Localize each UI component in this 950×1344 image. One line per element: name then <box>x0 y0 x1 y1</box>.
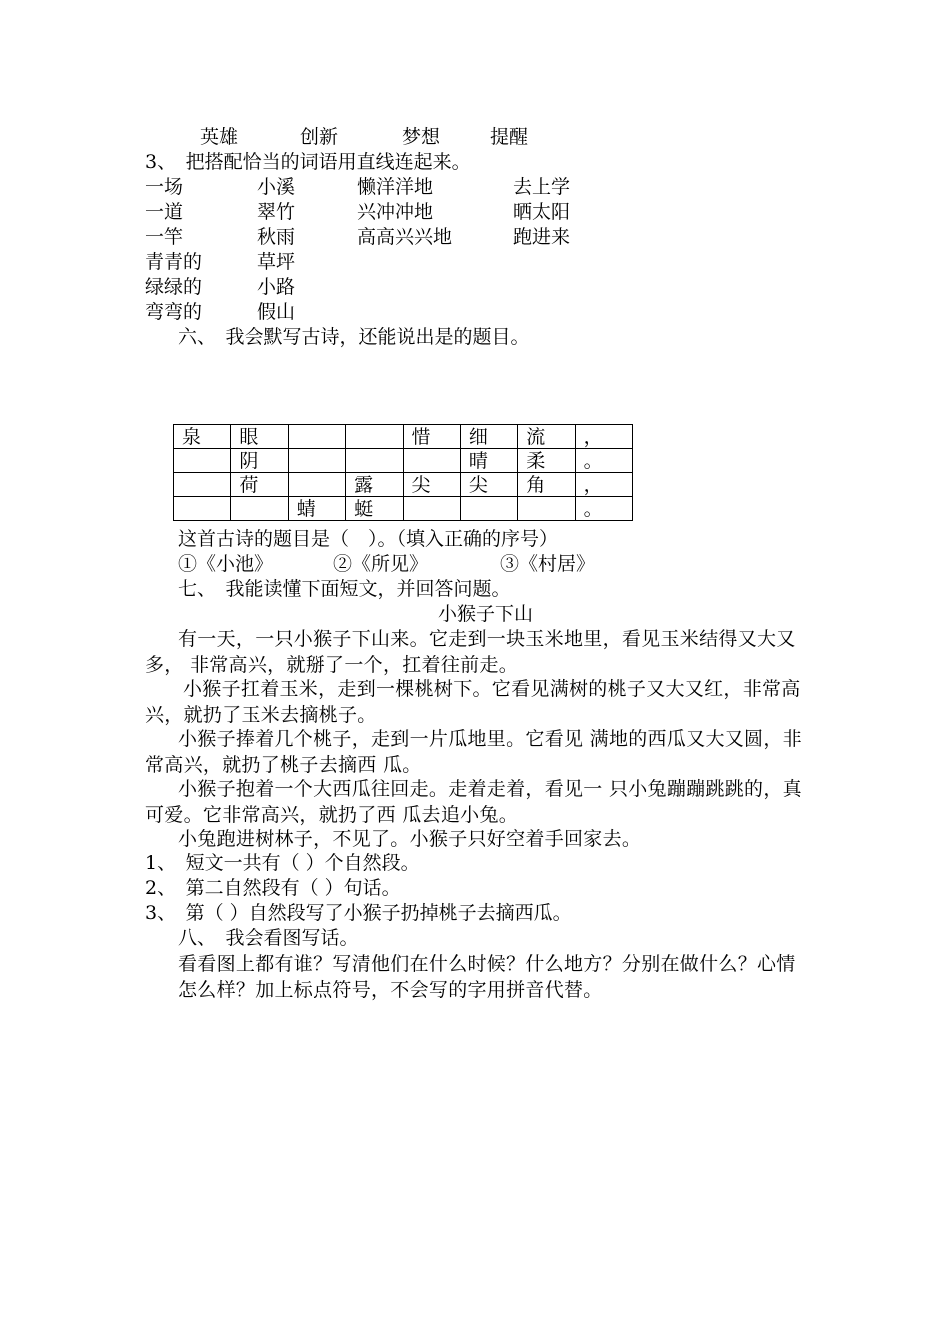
match-word: 假山 <box>257 301 296 323</box>
poem-cell: 泉 <box>174 425 231 449</box>
poem-cell <box>460 497 517 521</box>
poem-cell: 荷 <box>231 473 288 497</box>
poem-row <box>174 425 633 449</box>
poem-cell <box>231 497 288 521</box>
poem-cell: 惜 <box>403 425 460 449</box>
story-paragraph: 小猴子抱着一个大西瓜往回走。走着走着，看见一 只小兔蹦蹦跳跳的，真可爱。它非常高兴，就扔了西 瓜去追小兔。 <box>145 778 802 826</box>
section8-heading: 八、 我会看图写话。 <box>178 927 359 949</box>
story-title: 小猴子下山 <box>438 603 534 625</box>
match-word: 草坪 <box>257 251 296 273</box>
match-word: 兴冲冲地 <box>357 201 434 223</box>
word: 创新 <box>300 126 339 148</box>
poem-cell <box>288 449 345 473</box>
poem-cell: 阴 <box>231 449 288 473</box>
poem-cell: 细 <box>460 425 517 449</box>
writing-instruction: 看看图上都有谁？写清他们在什么时候？什么地方？分别在做什么？心情怎么样？加上标点符号，不会写的字用拼音代替。 <box>178 953 796 1001</box>
section6-heading: 六、 我会默写古诗，还能说出是的题目。 <box>178 326 530 348</box>
poem-cell <box>288 425 345 449</box>
poem-option: ③《村居》 <box>500 553 596 575</box>
poem-cell <box>174 497 231 521</box>
match-word: 秋雨 <box>257 226 296 248</box>
poem-cell <box>174 449 231 473</box>
poem-cell: ， <box>575 425 632 449</box>
poem-grid <box>173 424 633 521</box>
poem-cell: 蜓 <box>346 497 403 521</box>
reading-question: 2、 第二自然段有（ ）句话。 <box>145 877 401 899</box>
poem-cell: 流 <box>518 425 575 449</box>
poem-cell <box>174 473 231 497</box>
reading-question: 3、 第（ ）自然段写了小猴子扔掉桃子去摘西瓜。 <box>145 902 572 924</box>
section7-heading: 七、 我能读懂下面短文，并回答问题。 <box>178 578 511 600</box>
poem-cell <box>403 449 460 473</box>
match-word: 去上学 <box>513 176 571 198</box>
q3-title: 3、 把搭配恰当的词语用直线连起来。 <box>145 151 471 173</box>
match-word: 弯弯的 <box>145 301 203 323</box>
match-word: 一场 <box>145 176 184 198</box>
poem-cell <box>346 425 403 449</box>
story-paragraph: 小猴子扛着玉米，走到一棵桃树下。它看见满树的桃子又大又红，非常高兴，就扔了玉米去摘桃子。 <box>145 678 801 726</box>
poem-cell <box>518 497 575 521</box>
match-word: 小路 <box>257 276 296 298</box>
match-word: 跑进来 <box>513 226 571 248</box>
poem-cell: 尖 <box>403 473 460 497</box>
poem-cell: 柔 <box>518 449 575 473</box>
poem-row <box>174 449 633 473</box>
poem-cell: 蜻 <box>288 497 345 521</box>
reading-question: 1、 短文一共有（ ）个自然段。 <box>145 852 420 874</box>
match-word: 青青的 <box>145 251 203 273</box>
story-paragraph: 小猴子捧着几个桃子，走到一片瓜地里。它看见 满地的西瓜又大又圆，非常高兴，就扔了桃子去摘西 瓜。 <box>145 728 802 776</box>
word: 梦想 <box>402 126 441 148</box>
match-word: 懒洋洋地 <box>357 176 434 198</box>
poem-cell: 角 <box>518 473 575 497</box>
match-word: 晒太阳 <box>513 201 571 223</box>
poem-cell: 。 <box>575 497 632 521</box>
poem-cell <box>288 473 345 497</box>
match-word: 一竿 <box>145 226 184 248</box>
poem-cell: 晴 <box>460 449 517 473</box>
match-word: 高高兴兴地 <box>357 226 453 248</box>
story-paragraph: 有一天，一只小猴子下山来。它走到一块玉米地里，看见玉米结得又大又多， 非常高兴，就掰了一个，扛着往前走。 <box>145 628 796 676</box>
poem-title-question: 这首古诗的题目是（ ）。（填入正确的序号） <box>178 528 559 550</box>
poem-row <box>174 473 633 497</box>
poem-cell <box>403 497 460 521</box>
match-word: 翠竹 <box>257 201 296 223</box>
word: 提醒 <box>490 126 529 148</box>
match-word: 一道 <box>145 201 184 223</box>
poem-option: ①《小池》 <box>178 553 274 575</box>
poem-cell: 露 <box>346 473 403 497</box>
poem-cell: 。 <box>575 449 632 473</box>
poem-cell: ， <box>575 473 632 497</box>
match-word: 绿绿的 <box>145 276 203 298</box>
poem-cell: 尖 <box>460 473 517 497</box>
poem-cell: 眼 <box>231 425 288 449</box>
match-word: 小溪 <box>257 176 296 198</box>
poem-option: ②《所见》 <box>333 553 429 575</box>
story-paragraph: 小兔跑进树林子，不见了。小猴子只好空着手回家去。 <box>178 828 642 850</box>
word: 英雄 <box>200 126 239 148</box>
poem-cell <box>346 449 403 473</box>
poem-row <box>174 497 633 521</box>
